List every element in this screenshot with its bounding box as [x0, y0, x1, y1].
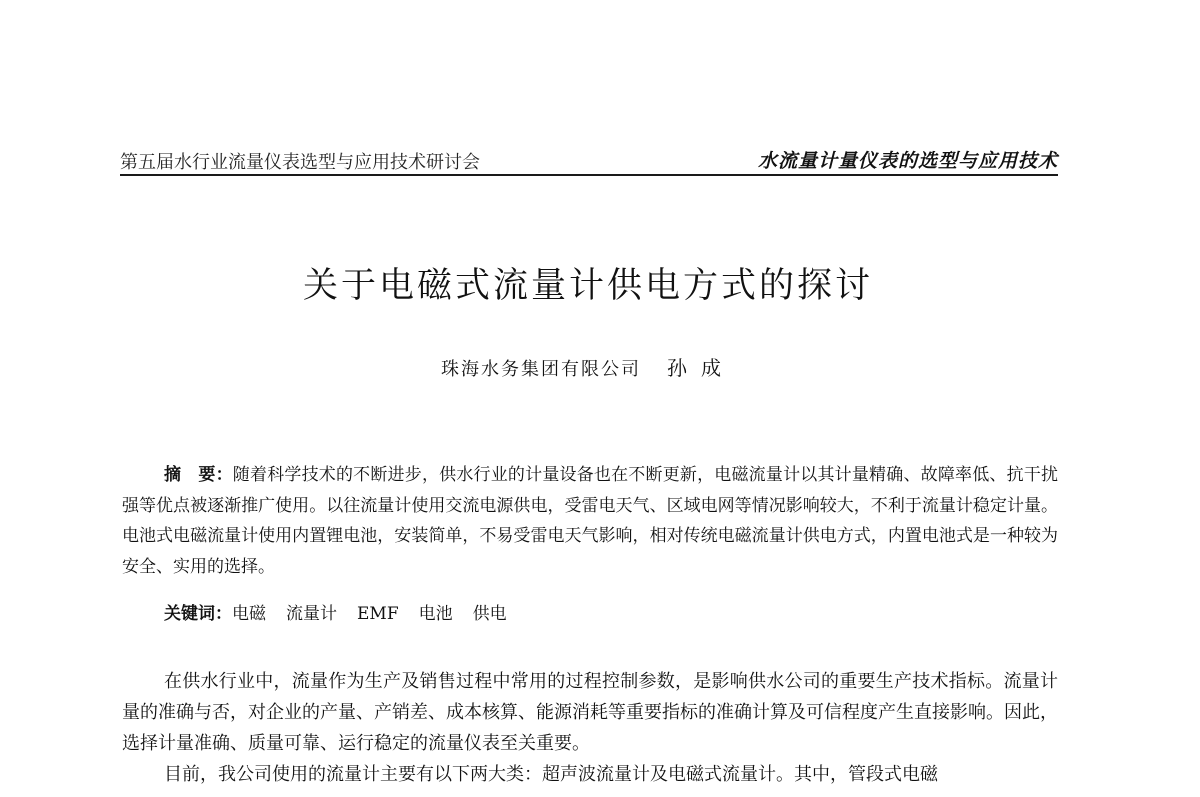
abstract: [122, 460, 1058, 582]
keyword: 电磁: [232, 604, 266, 624]
keyword: 电池: [418, 604, 453, 624]
proceedings-title: 水流量计量仪表的选型与应用技术: [757, 150, 1058, 172]
keyword: 流量计: [286, 604, 337, 624]
body-text: [122, 666, 1058, 790]
abstract-label: 摘 要：: [164, 465, 233, 485]
conference-name: 第五届水行业流量仪表选型与应用技术研讨会: [120, 152, 480, 173]
keyword: EMF: [357, 604, 399, 624]
body-paragraph: 在供水行业中，流量作为生产及销售过程中常用的过程控制参数，是影响供水公司的重要生产技术指标。流量计量的准确与否，对企业的产量、产销差、成本核算、能源消耗等重要指标的准确计算及可信程度产生直接影响。因此，选择计量准确、质量可靠、运行稳定的流量仪表至关重要。: [122, 671, 1058, 754]
keyword: 供电: [472, 604, 507, 624]
keywords-label: 关键词：: [164, 604, 232, 624]
abstract-paragraph: [122, 460, 1058, 582]
byline: [0, 352, 1176, 381]
paper-title: 关于电磁式流量计供电方式的探讨: [302, 266, 873, 306]
body-paragraph: 目前，我公司使用的流量计主要有以下两大类：超声波流量计及电磁式流量计。其中，管段式电磁: [164, 764, 938, 785]
keywords: [164, 599, 527, 624]
author-name: 孙成: [667, 356, 735, 380]
author-organization: 珠海水务集团有限公司: [441, 359, 641, 380]
running-header: [120, 144, 1058, 176]
abstract-text: 随着科学技术的不断进步，供水行业的计量设备也在不断更新，电磁流量计以其计量精确、故障率低、抗干扰强等优点被逐渐推广使用。以往流量计使用交流电源供电，受雷电天气、区域电网等情况影响较大，不利于流量计稳定计量。电池式电磁流量计使用内置锂电池，安装简单，不易受雷电天气影响，相对传统电磁流量计供电方式，内置电池式是一种较为安全、实用的选择。: [122, 465, 1059, 577]
